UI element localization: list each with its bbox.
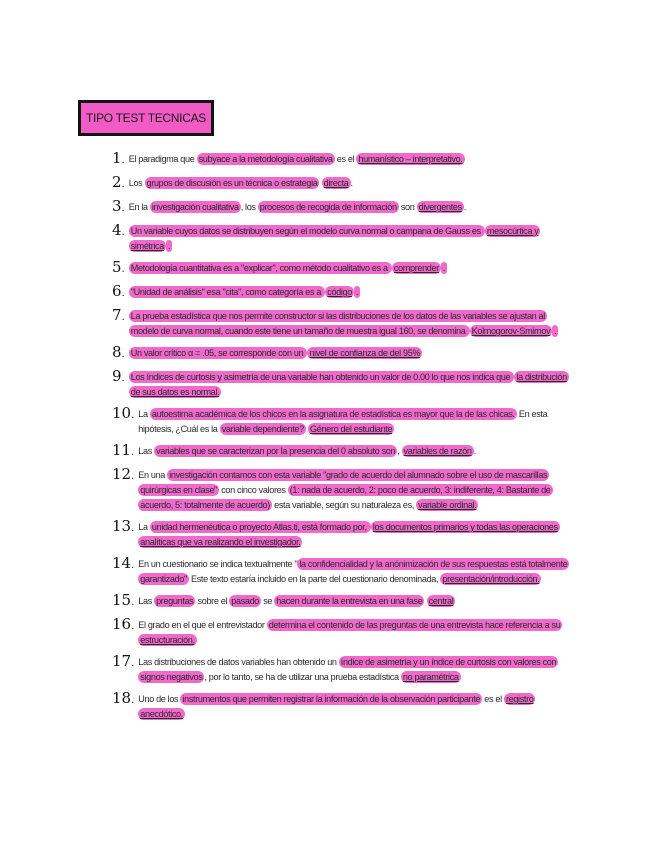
- text-segment: , por lo tanto, se ha de utilizar una prueba estadística: [204, 672, 401, 682]
- text-segment: Este texto estaría incluido en la parte del cuestionario denominada,: [188, 574, 441, 584]
- highlighted-text: procesos de recogida de información: [259, 202, 397, 212]
- question-number: 11.: [112, 441, 135, 459]
- answer-highlight: presentación/introducción.: [442, 574, 540, 584]
- text-segment: En esta hipótesis, ¿Cuál es la: [138, 409, 548, 434]
- question-number: 2.: [112, 173, 125, 191]
- question-text: [138, 616, 572, 648]
- text-segment: Las distribuciones de datos variables han obtenido un: [138, 657, 339, 667]
- question-number: 16.: [112, 615, 135, 633]
- text-segment: con cinco valores: [219, 485, 288, 495]
- question-number-value: 8: [112, 343, 122, 361]
- answer-highlight: directa: [323, 178, 349, 188]
- question-number-value: 6: [112, 282, 122, 300]
- answer-highlight: no paramétrica: [402, 672, 459, 682]
- text-segment: son: [398, 202, 417, 212]
- question-text: [129, 259, 447, 276]
- highlighted-text: instrumentos que permiten registrar la información de la observación participante: [182, 694, 481, 704]
- answer-highlight: variable ordinal.: [418, 500, 477, 510]
- section-title: TIPO TEST TECNICAS: [78, 100, 214, 136]
- answer-highlight: la distribución de sus datos es normal.: [130, 372, 567, 397]
- highlighted-text: variable dependiente?: [221, 424, 304, 434]
- question-item: [112, 442, 572, 461]
- highlighted-text: autoestima académica de los chicos en la asignatura de estadística es mayor que la de las chicas.: [151, 409, 515, 419]
- question-text: [138, 442, 475, 459]
- text-segment: Los: [128, 178, 145, 188]
- text-segment: El paradigma que: [128, 154, 197, 164]
- question-number: 1.: [112, 149, 125, 167]
- highlighted-text: Un valor crítico α = .05, se corresponde con un: [130, 348, 306, 358]
- highlighted-text: .: [355, 287, 359, 297]
- highlighted-text: la confidencialidad y la anónimización de sus respuestas está totalmente garantizado": [140, 559, 568, 584]
- question-text: [129, 344, 422, 361]
- question-text: [138, 690, 572, 722]
- question-number: 3.: [112, 197, 125, 215]
- highlighted-text: unidad hermenéutica o proyecto Atlas.ti, está formado por,: [151, 522, 369, 532]
- question-number-value: 16: [112, 615, 132, 633]
- answer-highlight: Kolmogorov-Smirnov: [471, 326, 551, 336]
- text-segment: esta variable, según su naturaleza es,: [271, 500, 417, 510]
- answer-highlight: divergentes: [418, 202, 462, 212]
- question-number: 4.: [112, 221, 125, 239]
- answer-highlight: variables de razón: [403, 446, 472, 456]
- question-text: [129, 174, 353, 191]
- question-number: 8.: [112, 343, 125, 361]
- question-number: 6.: [112, 282, 125, 300]
- question-number: 13.: [112, 517, 135, 535]
- question-item: [112, 592, 572, 611]
- text-segment: En una: [138, 470, 168, 480]
- highlighted-text: Metodología cuantitativa es a "explicar", como método cualitativo es a: [130, 263, 390, 273]
- highlighted-text: .: [442, 263, 446, 273]
- question-number-value: 14: [112, 554, 132, 572]
- question-item: [112, 616, 572, 648]
- text-segment: Las: [138, 596, 155, 606]
- highlighted-text: La prueba estadística que nos permite constructor si las distribuciones de los datos de las variables se ajustan al modelo de curva normal, cuando este tiene un tamaño de muestra igual 160, se denomina: [130, 311, 545, 336]
- text-segment: , los: [240, 202, 258, 212]
- highlighted-text: determina el contenido de las preguntas de una entrevista hace referencia a su: [268, 620, 561, 630]
- question-number-value: 13: [112, 517, 132, 535]
- text-segment: ,: [397, 446, 402, 456]
- question-text: [138, 653, 572, 685]
- question-number: 12.: [112, 465, 135, 483]
- question-item: [112, 405, 572, 437]
- highlighted-text: Los índices de curtosis y asimetría de una variable han obtenido un valor de 0.00 lo que nos indica que: [130, 372, 513, 382]
- question-text: [138, 466, 572, 513]
- text-segment: La: [138, 409, 150, 419]
- question-list: [112, 150, 572, 727]
- text-segment: es el: [482, 694, 504, 704]
- answer-highlight: humanístico – interpretativo.: [358, 154, 463, 164]
- question-item: [112, 198, 572, 217]
- text-segment: El grado en el que el entrevistador: [138, 620, 267, 630]
- highlighted-text: pasado: [231, 596, 260, 606]
- text-segment: Uno de los: [138, 694, 181, 704]
- question-number-value: 7: [112, 306, 122, 324]
- answer-highlight: estructuración.: [140, 635, 195, 645]
- text-segment: En la: [128, 202, 150, 212]
- text-segment: Las: [138, 446, 155, 456]
- answer-highlight: nivel de confianza de del 95%: [309, 348, 421, 358]
- highlighted-text: preguntas: [156, 596, 194, 606]
- text-segment: .: [463, 202, 466, 212]
- question-item: [112, 518, 572, 550]
- answer-highlight: comprender: [393, 263, 439, 273]
- question-item: [112, 222, 572, 254]
- highlighted-text: grupos de discusión es un técnica o estrategia: [146, 178, 318, 188]
- question-number-value: 2: [112, 173, 122, 191]
- text-segment: se: [261, 596, 275, 606]
- question-text: [129, 150, 465, 167]
- question-number-value: 4: [112, 221, 122, 239]
- highlighted-text: índice de asimetría y un índice de curtosis con valores con signos negativos: [140, 657, 557, 682]
- question-number-value: 1: [112, 149, 122, 167]
- question-number-value: 10: [112, 404, 132, 422]
- question-number: 5.: [112, 258, 125, 276]
- text-segment: En un cuestionario se indica textualmente ": [138, 559, 298, 569]
- question-item: [112, 307, 572, 339]
- answer-highlight: Género del estudiante: [310, 424, 393, 434]
- highlighted-text: Un variable cuyos datos se distribuyen según el modelo curva normal o campana de Gauss es: [130, 226, 483, 236]
- question-item: [112, 368, 572, 400]
- text-segment: .: [473, 446, 476, 456]
- highlighted-text: investigación cualitativa: [151, 202, 239, 212]
- question-text: [138, 592, 455, 609]
- question-text: [138, 555, 572, 587]
- highlighted-text: (1: nada de acuerdo, 2: poco de acuerdo, 3: indiferente, 4: Bastante de acuerdo, 5: totalmente de acuerdo): [140, 485, 551, 510]
- question-number-value: 5: [112, 258, 122, 276]
- question-number-value: 17: [112, 652, 132, 670]
- question-item: [112, 555, 572, 587]
- question-number: 9.: [112, 367, 125, 385]
- text-segment: es el: [334, 154, 357, 164]
- question-item: [112, 259, 572, 278]
- question-number-value: 3: [112, 197, 122, 215]
- question-text: [138, 518, 572, 550]
- question-text: [129, 198, 466, 215]
- question-item: [112, 344, 572, 363]
- highlighted-text: investigación contamos con esta variable "grado de acuerdo del alumnado sobre el uso de mascarillas quirúrgicas en clase": [140, 470, 548, 495]
- question-item: [112, 283, 572, 302]
- question-text: [129, 222, 572, 254]
- question-number: 14.: [112, 554, 135, 572]
- question-number-value: 12: [112, 465, 132, 483]
- question-item: [112, 466, 572, 513]
- question-item: [112, 653, 572, 685]
- question-number-value: 15: [112, 591, 132, 609]
- question-number-value: 9: [112, 367, 122, 385]
- question-text: [138, 405, 572, 437]
- highlighted-text: "Unidad de análisis" esa "cita", como categoría es a: [130, 287, 324, 297]
- question-number: 10.: [112, 404, 135, 422]
- question-item: [112, 150, 572, 169]
- question-number: 7.: [112, 306, 125, 324]
- answer-highlight: registro anecdótico.: [140, 694, 534, 719]
- question-number-value: 18: [112, 689, 132, 707]
- answer-highlight: mesocúrtica y simétrica: [130, 226, 539, 251]
- question-text: [129, 307, 572, 339]
- question-number: 18.: [112, 689, 135, 707]
- text-segment: La: [138, 522, 150, 532]
- question-text: [129, 283, 360, 300]
- text-segment: sobre el: [195, 596, 230, 606]
- answer-highlight: los documentos primarios y todas las operaciones analíticas que va realizando el investigador.: [140, 522, 558, 547]
- question-number: 17.: [112, 652, 135, 670]
- answer-highlight: código: [327, 287, 352, 297]
- highlighted-text: subyace a la metodología cualitativa: [198, 154, 333, 164]
- question-item: [112, 690, 572, 722]
- highlighted-text: variables que se caracterizan por la presencia del 0 absoluto son: [156, 446, 396, 456]
- highlighted-text: .: [167, 241, 171, 251]
- highlighted-text: .: [554, 326, 557, 336]
- text-segment: .: [350, 178, 353, 188]
- answer-highlight: central: [428, 596, 454, 606]
- question-number: 15.: [112, 591, 135, 609]
- highlighted-text: hacen durante la entrevista en una fase: [276, 596, 423, 606]
- question-number-value: 11: [112, 441, 132, 459]
- question-item: [112, 174, 572, 193]
- question-text: [129, 368, 572, 400]
